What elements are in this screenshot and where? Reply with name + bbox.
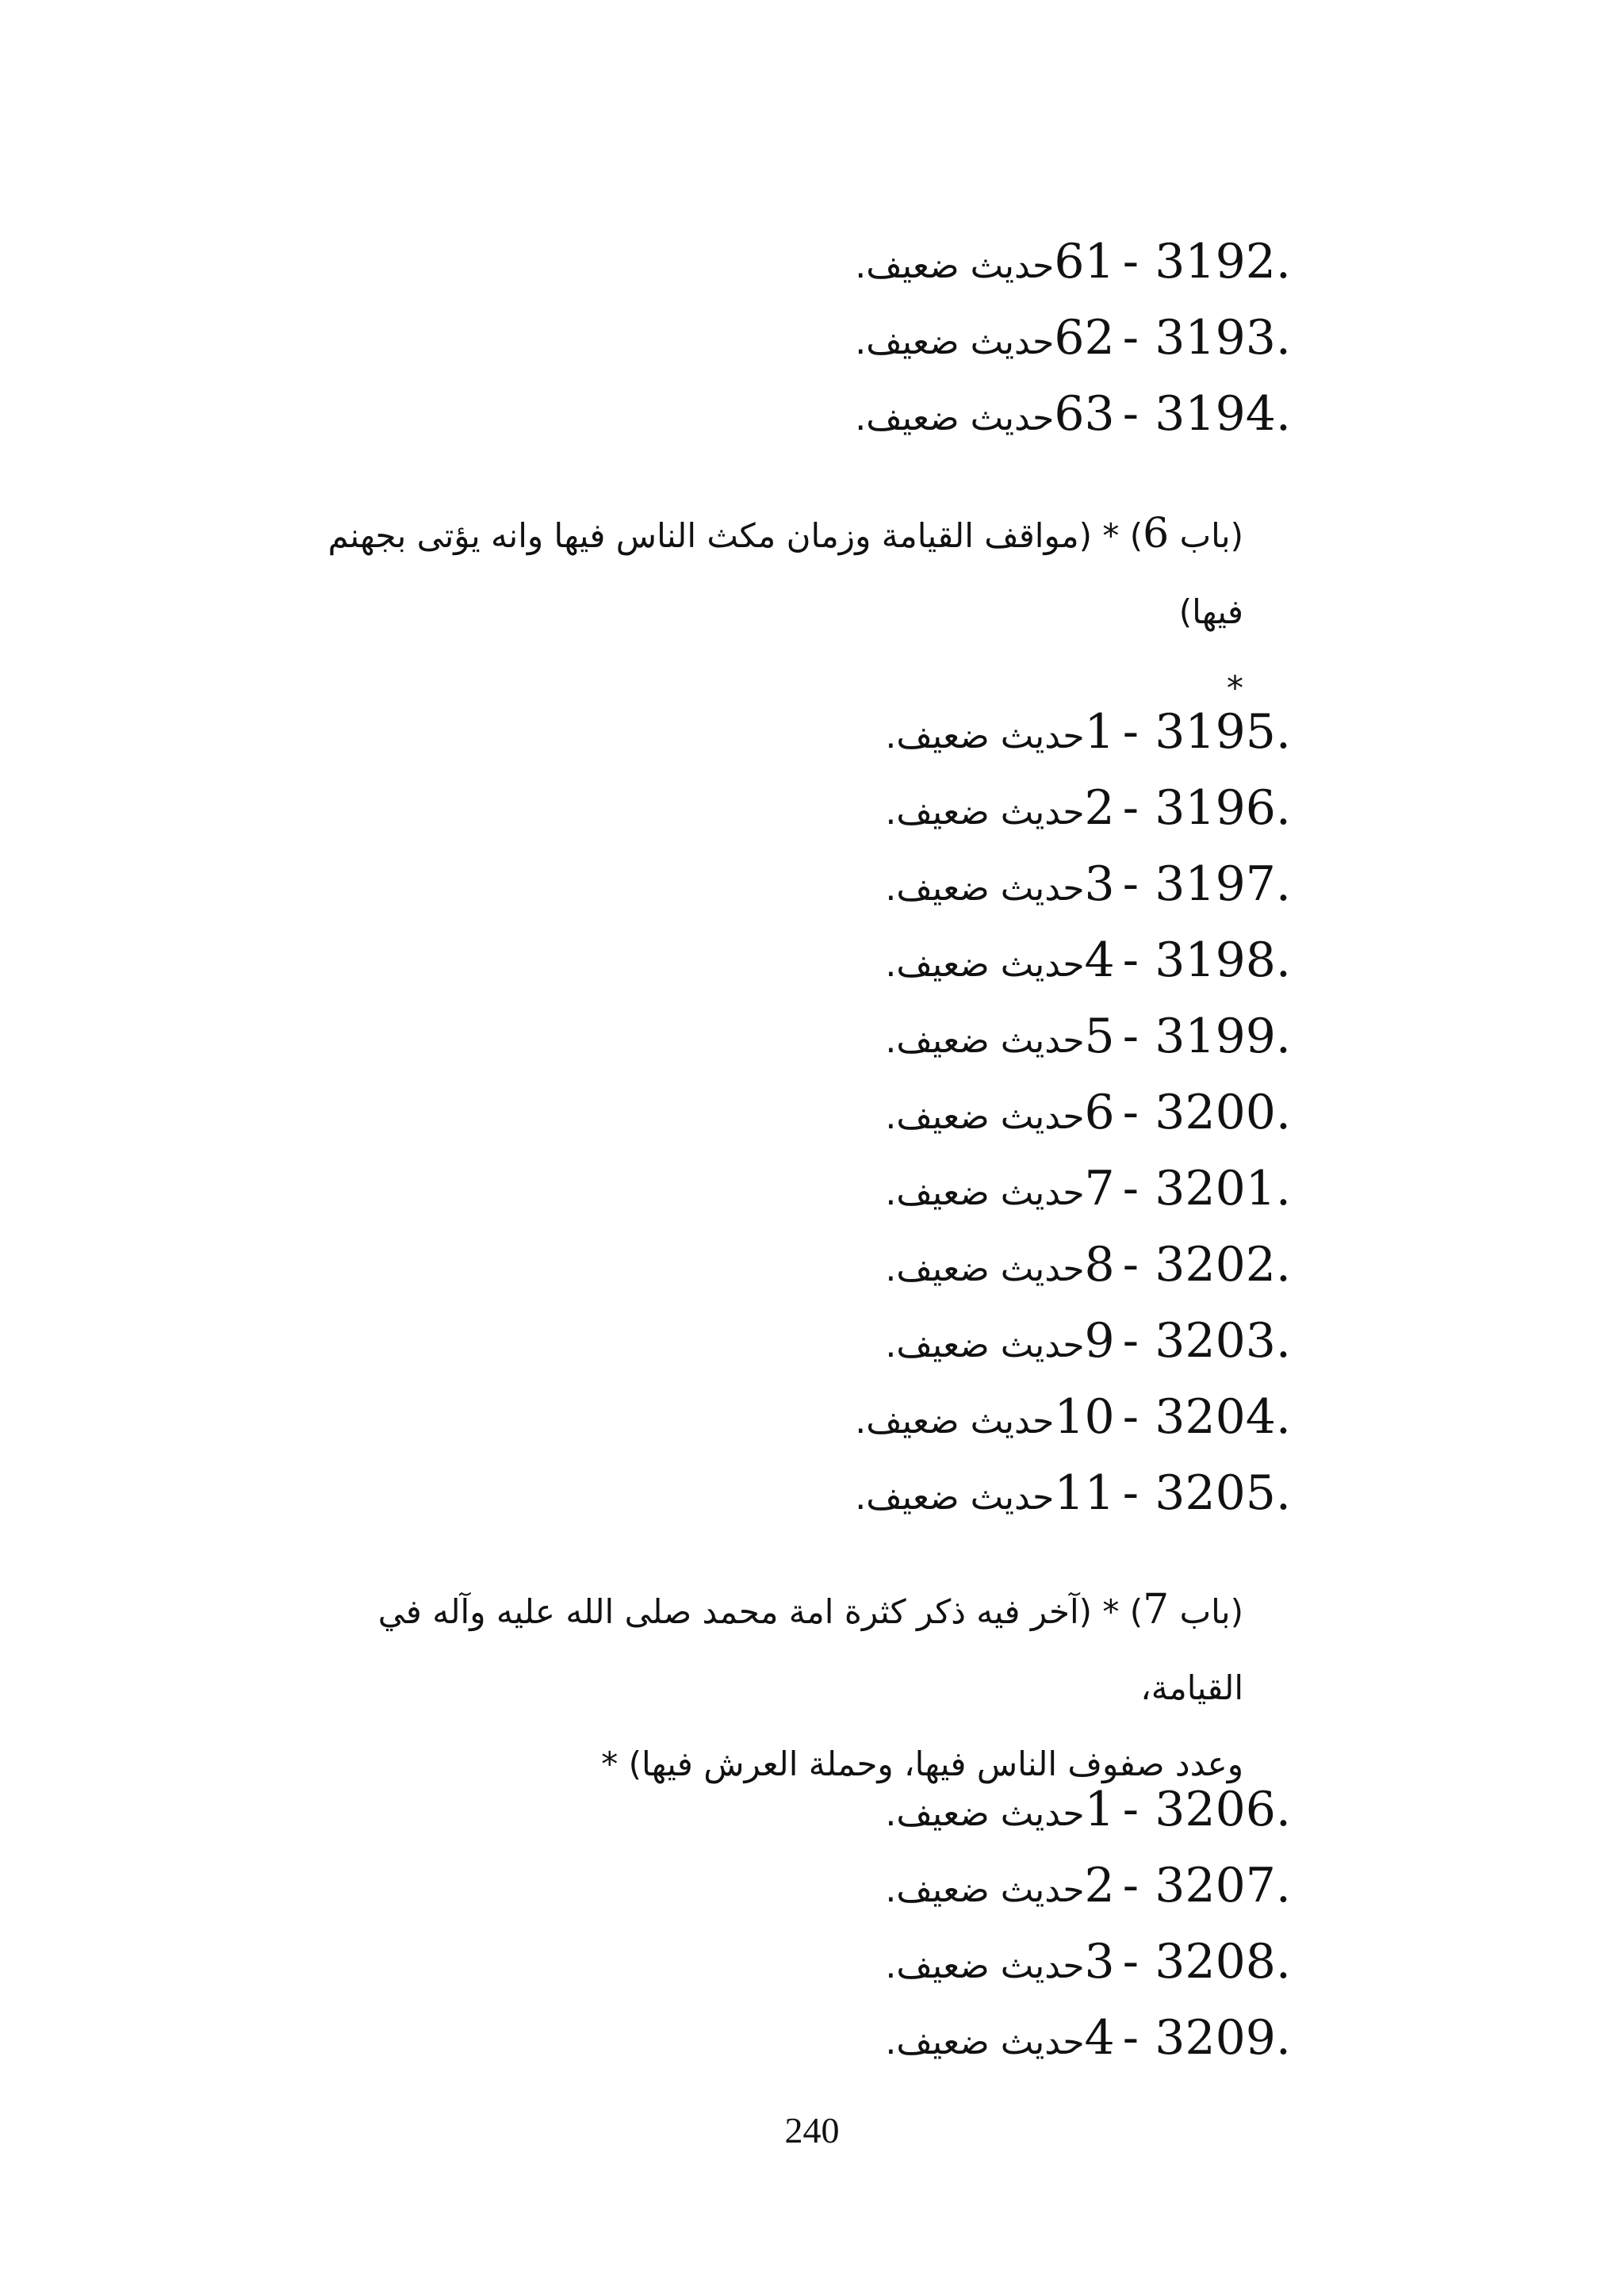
hadith-grade: حديث ضعيف.: [885, 1249, 1085, 1289]
sequence-number: 4 -: [1084, 2010, 1139, 2066]
hadith-number: 3193.: [1155, 310, 1291, 366]
hadith-number: 3206.: [1155, 1782, 1291, 1837]
sequence-number: 4 -: [1084, 933, 1139, 988]
hadith-number: 3205.: [1155, 1465, 1291, 1521]
sequence-number: 6 -: [1084, 1085, 1139, 1140]
list-item: [736, 376, 1291, 452]
list-item: [736, 1227, 1291, 1303]
hadith-grade: حديث ضعيف.: [885, 2022, 1085, 2062]
hadith-grade: حديث ضعيف.: [885, 1946, 1085, 1986]
hadith-grade: حديث ضعيف.: [885, 1021, 1085, 1061]
chapter-heading-line-2: *: [1227, 668, 1243, 707]
list-item: [736, 1848, 1291, 1924]
chapter-heading-line-2: وعدد صفوف الناس فيها، وحملة العرش فيها) *: [601, 1744, 1243, 1783]
sequence-number: 63 -: [1054, 386, 1139, 442]
sequence-number: 2 -: [1084, 780, 1139, 836]
list-item: [736, 1455, 1291, 1531]
hadith-grade: حديث ضعيف.: [855, 1477, 1055, 1518]
hadith-grade: حديث ضعيف.: [855, 398, 1055, 439]
list-item: [736, 1924, 1291, 2000]
hadith-list-3: [736, 1771, 1291, 2076]
hadith-number: 3208.: [1155, 1934, 1291, 1990]
hadith-number: 3194.: [1155, 386, 1291, 442]
hadith-number: 3195.: [1155, 704, 1291, 760]
sequence-number: 1 -: [1084, 1782, 1139, 1837]
hadith-grade: حديث ضعيف.: [885, 868, 1085, 909]
hadith-number: 3199.: [1155, 1009, 1291, 1064]
sequence-number: 3 -: [1084, 1934, 1139, 1990]
hadith-grade: حديث ضعيف.: [885, 1870, 1085, 1910]
list-item: [736, 1074, 1291, 1151]
hadith-number: 3200.: [1155, 1085, 1291, 1140]
list-item: [736, 1151, 1291, 1227]
hadith-grade: حديث ضعيف.: [885, 944, 1085, 985]
hadith-number: 3196.: [1155, 780, 1291, 836]
hadith-number: 3203.: [1155, 1313, 1291, 1369]
chapter-heading-line-1: (باب 7) * (آخر فيه ذكر كثرة امة محمد صلى الله عليه وآله في القيامة،: [377, 1586, 1243, 1707]
sequence-number: 1 -: [1084, 704, 1139, 760]
sequence-number: 10 -: [1054, 1389, 1139, 1445]
sequence-number: 9 -: [1084, 1313, 1139, 1369]
list-item: [736, 1379, 1291, 1455]
list-item: [736, 770, 1291, 846]
list-item: [736, 1303, 1291, 1379]
list-item: [736, 846, 1291, 922]
list-item: [736, 694, 1291, 770]
hadith-number: 3198.: [1155, 933, 1291, 988]
chapter-heading-7: [308, 1572, 1243, 1802]
sequence-number: 11 -: [1054, 1465, 1139, 1521]
sequence-number: 7 -: [1084, 1161, 1139, 1216]
hadith-number: 3201.: [1155, 1161, 1291, 1216]
hadith-number: 3197.: [1155, 856, 1291, 912]
hadith-grade: حديث ضعيف.: [885, 716, 1085, 756]
hadith-grade: حديث ضعيف.: [855, 246, 1055, 286]
hadith-number: 3204.: [1155, 1389, 1291, 1445]
list-item: [736, 224, 1291, 300]
sequence-number: 61 -: [1054, 234, 1139, 289]
hadith-grade: حديث ضعيف.: [885, 1794, 1085, 1834]
hadith-grade: حديث ضعيف.: [855, 1401, 1055, 1442]
hadith-number: 3209.: [1155, 2010, 1291, 2066]
list-item: [736, 2000, 1291, 2076]
list-item: [736, 922, 1291, 998]
sequence-number: 5 -: [1084, 1009, 1139, 1064]
sequence-number: 3 -: [1084, 856, 1139, 912]
hadith-number: 3207.: [1155, 1858, 1291, 1913]
hadith-grade: حديث ضعيف.: [885, 1325, 1085, 1365]
sequence-number: 62 -: [1054, 310, 1139, 366]
hadith-list-1: [736, 224, 1291, 452]
hadith-grade: حديث ضعيف.: [885, 1097, 1085, 1137]
sequence-number: 8 -: [1084, 1237, 1139, 1293]
list-item: [736, 1771, 1291, 1848]
hadith-grade: حديث ضعيف.: [885, 792, 1085, 833]
list-item: [736, 300, 1291, 376]
page-number: 240: [784, 2110, 840, 2150]
hadith-number: 3192.: [1155, 234, 1291, 289]
hadith-grade: حديث ضعيف.: [855, 322, 1055, 362]
list-item: [736, 998, 1291, 1074]
chapter-heading-6: [308, 496, 1243, 726]
chapter-heading-line-1: (باب 6) * (مواقف القيامة وزمان مكث الناس فيها وانه يؤتى بجهنم فيها): [327, 510, 1243, 631]
hadith-list-2: [736, 694, 1291, 1531]
sequence-number: 2 -: [1084, 1858, 1139, 1913]
hadith-number: 3202.: [1155, 1237, 1291, 1293]
hadith-grade: حديث ضعيف.: [885, 1173, 1085, 1213]
